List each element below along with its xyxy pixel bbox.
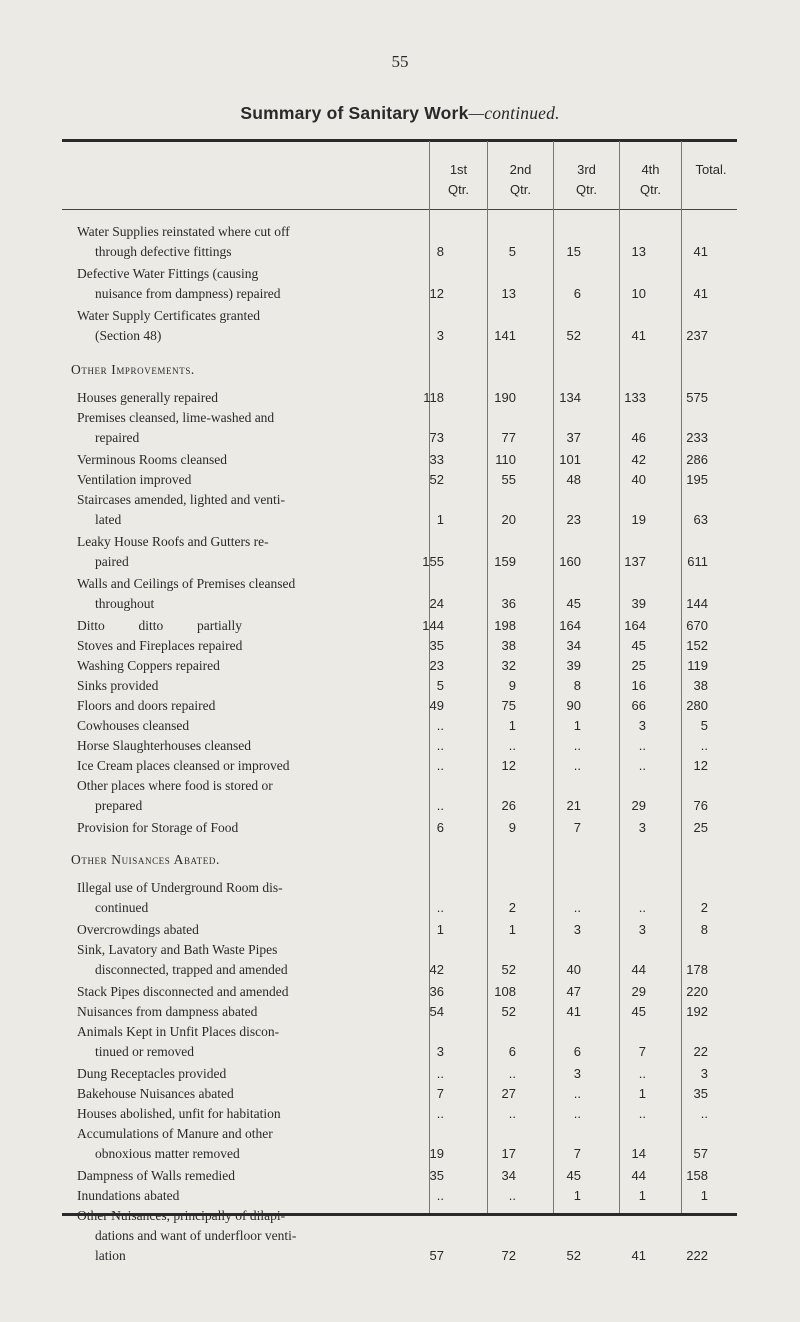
row-label (77, 1104, 429, 1124)
cell-quarter-3: 34 (566, 638, 581, 653)
row-label-line: Other Nuisances, principally of dilapi- (77, 1208, 286, 1223)
cell-quarter-3: 15 (566, 244, 581, 259)
cell-quarter-4: 137 (624, 554, 646, 569)
cell-quarter-1: 35 (429, 1168, 444, 1183)
row-label-line: Staircases amended, lighted and venti- (77, 492, 286, 507)
cell-total: 76 (693, 798, 708, 813)
row-label (77, 1064, 429, 1084)
cell-quarter-1: .. (436, 738, 444, 753)
cell-total: 1 (700, 1188, 708, 1203)
column-header-line: 2nd (509, 162, 532, 177)
column-header-q1 (430, 160, 487, 200)
cell-quarter-2: 190 (494, 390, 516, 405)
cell-quarter-2: 17 (501, 1146, 516, 1161)
cell-quarter-4: 45 (631, 1004, 646, 1019)
cell-quarter-1: 33 (429, 452, 444, 467)
cell-quarter-3: 52 (566, 1248, 581, 1263)
row-label (77, 696, 429, 716)
row-label-line: Dung Receptacles provided (77, 1066, 227, 1081)
row-label-line: dations and want of underfloor venti- (95, 1228, 297, 1243)
cell-quarter-3: 21 (566, 798, 581, 813)
cell-total: .. (700, 1106, 708, 1121)
cell-quarter-1: .. (436, 798, 444, 813)
cell-quarter-3: 39 (566, 658, 581, 673)
cell-quarter-4: 164 (624, 618, 646, 633)
cell-quarter-2: 159 (494, 554, 516, 569)
cell-quarter-1: 35 (429, 638, 444, 653)
cell-quarter-1: 118 (423, 390, 444, 405)
cell-quarter-3: 47 (566, 984, 581, 999)
cell-quarter-2: 9 (508, 678, 516, 693)
cell-quarter-1: 54 (429, 1004, 444, 1019)
column-header-line: 1st (449, 162, 468, 177)
row-label-line: Dampness of Walls remedied (77, 1168, 235, 1183)
cell-quarter-4: 19 (631, 512, 646, 527)
column-header-q3 (554, 160, 619, 200)
row-label-line: Verminous Rooms cleansed (77, 452, 227, 467)
cell-quarter-3: 8 (573, 678, 581, 693)
title-main: Summary of Sanitary Work (240, 103, 469, 123)
row-label (77, 1166, 429, 1186)
row-label (77, 264, 429, 304)
row-label (77, 532, 429, 572)
row-label (77, 776, 429, 816)
cell-quarter-4: 1 (638, 1086, 646, 1101)
row-label-line: Nuisances from dampness abated (77, 1004, 258, 1019)
row-label (77, 1206, 429, 1266)
row-label (77, 982, 429, 1002)
cell-total: 8 (700, 922, 708, 937)
row-label-line: repaired (95, 430, 140, 445)
row-label (77, 1002, 429, 1022)
cell-total: 5 (700, 718, 708, 733)
row-label (77, 470, 429, 490)
cell-quarter-1: .. (436, 900, 444, 915)
cell-quarter-4: .. (638, 758, 646, 773)
cell-quarter-2: .. (508, 1188, 516, 1203)
title-suffix: —continued. (468, 103, 560, 123)
cell-quarter-1: 57 (429, 1248, 444, 1263)
column-header-q2 (488, 160, 553, 200)
header-rule (62, 209, 737, 210)
cell-quarter-2: 5 (508, 244, 516, 259)
cell-quarter-4: .. (638, 1066, 646, 1081)
table-top-rule (62, 139, 737, 142)
cell-quarter-2: 34 (501, 1168, 516, 1183)
cell-quarter-2: 2 (508, 900, 516, 915)
cell-quarter-1: 42 (429, 962, 444, 977)
row-label (77, 736, 429, 756)
cell-quarter-1: 36 (429, 984, 444, 999)
cell-quarter-2: 141 (494, 328, 516, 343)
cell-quarter-3: 45 (566, 1168, 581, 1183)
cell-quarter-1: 23 (429, 658, 444, 673)
row-label-line: Accumulations of Manure and other (77, 1126, 273, 1141)
cell-quarter-4: 14 (631, 1146, 646, 1161)
cell-total: 220 (686, 984, 708, 999)
row-label (77, 306, 429, 346)
cell-quarter-1: .. (436, 1066, 444, 1081)
cell-quarter-1: .. (436, 718, 444, 733)
row-label-line: lated (95, 512, 122, 527)
cell-quarter-4: 66 (631, 698, 646, 713)
row-label-line: Washing Coppers repaired (77, 658, 220, 673)
row-label (77, 1022, 429, 1062)
cell-quarter-2: 52 (501, 962, 516, 977)
row-label-line: Stack Pipes disconnected and amended (77, 984, 289, 999)
cell-total: 144 (686, 596, 708, 611)
row-label (77, 408, 429, 448)
row-label-line: Bakehouse Nuisances abated (77, 1086, 234, 1101)
cell-quarter-4: 45 (631, 638, 646, 653)
row-label (77, 222, 429, 262)
cell-quarter-1: 73 (429, 430, 444, 445)
row-label-line: Animals Kept in Unfit Places discon- (77, 1024, 280, 1039)
cell-quarter-4: 7 (638, 1044, 646, 1059)
cell-quarter-3: 101 (559, 452, 581, 467)
row-label (77, 818, 429, 838)
column-header-line: 4th (641, 162, 660, 177)
cell-quarter-4: 42 (631, 452, 646, 467)
cell-quarter-2: 75 (501, 698, 516, 713)
page-title (0, 103, 800, 124)
cell-quarter-2: 27 (501, 1086, 516, 1101)
cell-quarter-2: 108 (494, 984, 516, 999)
cell-quarter-4: 44 (631, 962, 646, 977)
cell-total: 280 (686, 698, 708, 713)
row-label (77, 636, 429, 656)
row-label (77, 574, 429, 614)
cell-quarter-3: 52 (566, 328, 581, 343)
cell-quarter-1: .. (436, 758, 444, 773)
cell-quarter-2: 9 (508, 820, 516, 835)
cell-quarter-3: 41 (566, 1004, 581, 1019)
cell-total: 178 (686, 962, 708, 977)
cell-total: 152 (686, 638, 708, 653)
row-label (77, 1186, 429, 1206)
cell-quarter-3: 37 (566, 430, 581, 445)
cell-quarter-1: 5 (436, 678, 444, 693)
column-header-line: Qtr. (510, 182, 531, 197)
section-heading-label: Other Nuisances Abated. (71, 852, 220, 867)
cell-quarter-1: 7 (436, 1086, 444, 1101)
row-label-line: disconnected, trapped and amended (95, 962, 288, 977)
row-label-line: Water Supplies reinstated where cut off (77, 224, 290, 239)
cell-quarter-3: 40 (566, 962, 581, 977)
cell-total: 3 (700, 1066, 708, 1081)
cell-quarter-2: 77 (501, 430, 516, 445)
cell-total: 12 (693, 758, 708, 773)
cell-quarter-1: .. (436, 1106, 444, 1121)
row-label-line: through defective fittings (95, 244, 232, 259)
row-label-line: Leaky House Roofs and Gutters re- (77, 534, 269, 549)
cell-quarter-2: 52 (501, 1004, 516, 1019)
row-label-line: continued (95, 900, 149, 915)
cell-quarter-2: 20 (501, 512, 516, 527)
row-label-line: Sinks provided (77, 678, 159, 693)
column-header-line: Qtr. (448, 182, 469, 197)
cell-quarter-1: 52 (429, 472, 444, 487)
cell-quarter-1: 24 (429, 596, 444, 611)
cell-quarter-3: .. (573, 1106, 581, 1121)
cell-quarter-2: 38 (501, 638, 516, 653)
cell-total: 195 (686, 472, 708, 487)
cell-total: 670 (686, 618, 708, 633)
cell-total: 35 (693, 1086, 708, 1101)
cell-quarter-2: .. (508, 738, 516, 753)
cell-total: 222 (686, 1248, 708, 1263)
row-label-line: Ice Cream places cleansed or improved (77, 758, 290, 773)
cell-total: 2 (700, 900, 708, 915)
cell-quarter-4: 41 (631, 328, 646, 343)
cell-quarter-4: .. (638, 900, 646, 915)
cell-quarter-3: 3 (573, 1066, 581, 1081)
row-label-line: paired (95, 554, 129, 569)
row-label (77, 388, 429, 408)
row-label (77, 490, 429, 530)
cell-quarter-3: 134 (559, 390, 581, 405)
cell-quarter-2: 6 (508, 1044, 516, 1059)
row-label-line: Defective Water Fittings (causing (77, 266, 259, 281)
column-header-q4 (620, 160, 681, 200)
row-label-line: Ditto ditto partially (77, 618, 242, 633)
cell-quarter-1: 6 (436, 820, 444, 835)
row-label-line: Houses generally repaired (77, 390, 218, 405)
cell-quarter-3: 3 (573, 922, 581, 937)
cell-total: 119 (687, 658, 708, 673)
cell-total: 233 (686, 430, 708, 445)
cell-quarter-4: 25 (631, 658, 646, 673)
cell-quarter-4: 39 (631, 596, 646, 611)
cell-total: 575 (686, 390, 708, 405)
row-label-line: Inundations abated (77, 1188, 180, 1203)
section-heading-label: Other Improvements. (71, 362, 195, 377)
row-label-line: Sink, Lavatory and Bath Waste Pipes (77, 942, 278, 957)
row-label-line: prepared (95, 798, 143, 813)
cell-quarter-4: 40 (631, 472, 646, 487)
cell-quarter-3: .. (573, 758, 581, 773)
cell-quarter-2: 12 (501, 758, 516, 773)
row-label (77, 656, 429, 676)
cell-quarter-4: 3 (638, 820, 646, 835)
cell-total: 158 (686, 1168, 708, 1183)
cell-quarter-3: 6 (573, 1044, 581, 1059)
row-label (77, 1084, 429, 1104)
cell-total: 38 (693, 678, 708, 693)
cell-quarter-4: 13 (631, 244, 646, 259)
row-label (77, 878, 429, 918)
column-header-line: 3rd (577, 162, 596, 177)
row-label-line: Illegal use of Underground Room dis- (77, 880, 283, 895)
row-label (77, 450, 429, 470)
row-label-line: Walls and Ceilings of Premises cleansed (77, 576, 296, 591)
cell-quarter-1: 155 (422, 554, 444, 569)
cell-quarter-1: 144 (422, 618, 444, 633)
cell-quarter-3: .. (573, 738, 581, 753)
cell-quarter-4: 44 (631, 1168, 646, 1183)
row-label-line: tinued or removed (95, 1044, 194, 1059)
cell-quarter-4: 3 (638, 718, 646, 733)
cell-quarter-2: .. (508, 1106, 516, 1121)
column-header-line: Total. (695, 162, 727, 177)
cell-quarter-3: .. (573, 900, 581, 915)
row-label-line: obnoxious matter removed (95, 1146, 240, 1161)
cell-quarter-2: 32 (501, 658, 516, 673)
cell-quarter-3: 7 (573, 1146, 581, 1161)
page-number: 55 (391, 52, 409, 71)
column-header-line: Qtr. (576, 182, 597, 197)
cell-quarter-4: 29 (631, 984, 646, 999)
cell-quarter-2: 13 (501, 286, 516, 301)
cell-quarter-3: 6 (573, 286, 581, 301)
row-label (77, 1124, 429, 1164)
cell-quarter-3: 164 (559, 618, 581, 633)
cell-quarter-3: 23 (566, 512, 581, 527)
cell-total: 57 (693, 1146, 708, 1161)
row-label-line: Provision for Storage of Food (77, 820, 239, 835)
cell-total: 611 (687, 554, 708, 569)
row-label (77, 920, 429, 940)
row-label-line: Horse Slaughterhouses cleansed (77, 738, 251, 753)
cell-quarter-2: 55 (501, 472, 516, 487)
cell-quarter-3: 48 (566, 472, 581, 487)
cell-quarter-2: .. (508, 1066, 516, 1081)
cell-quarter-1: .. (436, 1188, 444, 1203)
cell-total: 22 (693, 1044, 708, 1059)
cell-quarter-3: 45 (566, 596, 581, 611)
cell-quarter-2: 36 (501, 596, 516, 611)
cell-quarter-4: .. (638, 1106, 646, 1121)
row-label-line: Other places where food is stored or (77, 778, 273, 793)
cell-quarter-3: 1 (573, 1188, 581, 1203)
cell-quarter-1: 3 (436, 328, 444, 343)
cell-quarter-1: 1 (436, 922, 444, 937)
cell-quarter-4: 3 (638, 922, 646, 937)
row-label-line: Cowhouses cleansed (77, 718, 190, 733)
row-label (77, 676, 429, 696)
row-label (77, 716, 429, 736)
cell-quarter-4: .. (638, 738, 646, 753)
row-label-line: Water Supply Certificates granted (77, 308, 260, 323)
cell-quarter-2: 1 (508, 718, 516, 733)
row-label-line: Overcrowdings abated (77, 922, 199, 937)
cell-quarter-2: 198 (494, 618, 516, 633)
row-label-line: lation (95, 1248, 126, 1263)
cell-total: 286 (686, 452, 708, 467)
cell-quarter-3: 7 (573, 820, 581, 835)
row-label-line: Stoves and Fireplaces repaired (77, 638, 243, 653)
cell-quarter-3: 90 (566, 698, 581, 713)
cell-quarter-4: 1 (638, 1188, 646, 1203)
cell-quarter-1: 12 (429, 286, 444, 301)
cell-quarter-3: 160 (559, 554, 581, 569)
cell-quarter-2: 1 (508, 922, 516, 937)
row-label-line: nuisance from dampness) repaired (95, 286, 281, 301)
row-label (77, 616, 429, 636)
cell-total: 41 (693, 286, 708, 301)
row-label (77, 940, 429, 980)
cell-total: 192 (686, 1004, 708, 1019)
cell-total: 41 (693, 244, 708, 259)
cell-quarter-2: 72 (501, 1248, 516, 1263)
cell-quarter-1: 1 (436, 512, 444, 527)
cell-quarter-3: 1 (573, 718, 581, 733)
row-label-line: Houses abolished, unfit for habitation (77, 1106, 281, 1121)
cell-quarter-2: 110 (495, 452, 516, 467)
cell-total: 63 (693, 512, 708, 527)
cell-quarter-4: 29 (631, 798, 646, 813)
cell-quarter-4: 41 (631, 1248, 646, 1263)
row-label-line: Premises cleansed, lime-washed and (77, 410, 275, 425)
row-label-line: Ventilation improved (77, 472, 192, 487)
cell-quarter-1: 3 (436, 1044, 444, 1059)
cell-quarter-4: 133 (624, 390, 646, 405)
cell-total: 25 (693, 820, 708, 835)
cell-total: 237 (686, 328, 708, 343)
cell-quarter-4: 10 (631, 286, 646, 301)
column-header-total (682, 160, 740, 180)
cell-quarter-1: 49 (429, 698, 444, 713)
cell-quarter-1: 19 (429, 1146, 444, 1161)
cell-quarter-3: .. (573, 1086, 581, 1101)
cell-quarter-2: 26 (501, 798, 516, 813)
row-label-line: Floors and doors repaired (77, 698, 216, 713)
cell-total: .. (700, 738, 708, 753)
column-header-line: Qtr. (640, 182, 661, 197)
cell-quarter-1: 8 (436, 244, 444, 259)
cell-quarter-4: 46 (631, 430, 646, 445)
row-label-line: throughout (95, 596, 155, 611)
row-label (77, 756, 429, 776)
row-label-line: (Section 48) (95, 328, 162, 343)
cell-quarter-4: 16 (631, 678, 646, 693)
